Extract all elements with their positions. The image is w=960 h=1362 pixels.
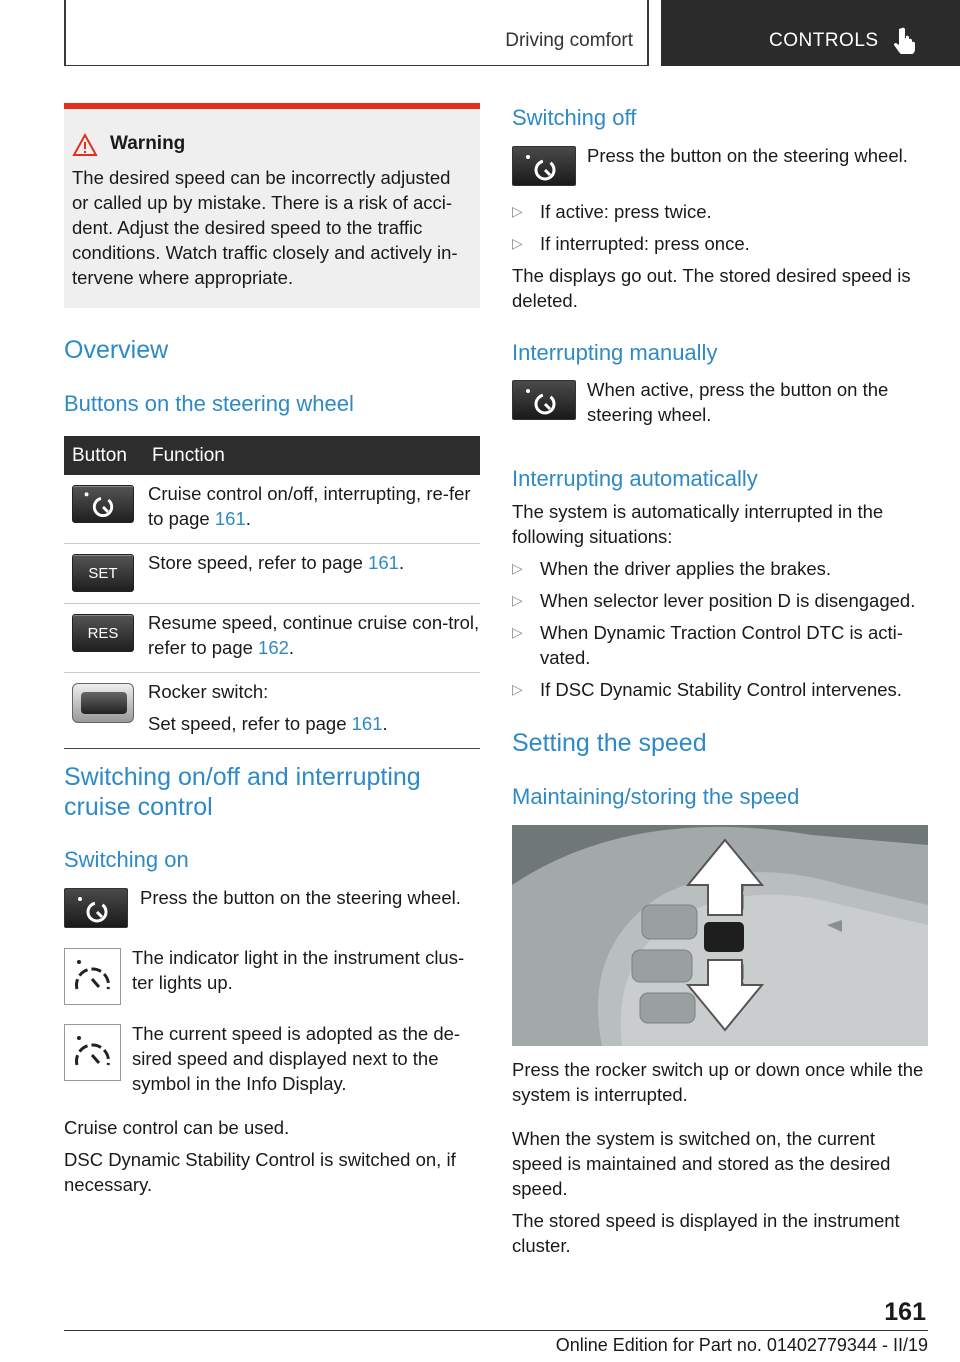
list-item: ▷ When selector lever position D is disengaged. — [512, 588, 932, 613]
page-link[interactable]: 161 — [368, 552, 399, 573]
edition-text: Online Edition for Part no. 01402779344 - II/19 — [555, 1335, 928, 1355]
stored-speed-text: The stored speed is displayed in the instrument cluster. — [512, 1210, 900, 1256]
steering-wheel-rocker-illustration — [512, 825, 928, 1046]
buttons-subheading: Buttons on the steering wheel — [64, 391, 354, 416]
list-item: ▷ If interrupted: press once. — [512, 231, 928, 256]
rocker-switch-icon — [72, 683, 134, 723]
table-row — [64, 544, 480, 604]
switching-off-list — [512, 199, 928, 263]
cruise-usable-text: Cruise control can be used. — [64, 1117, 290, 1138]
cruise-control-key-icon — [512, 146, 576, 186]
function-cell: Store speed, refer to page 161. — [140, 544, 480, 604]
current-speed-text: The current speed is adopted as the de-sired speed and displayed next to the symbol in the Info Display. — [132, 1023, 461, 1094]
list-item: ▷ When Dynamic Traction Control DTC is acti-vated. — [512, 620, 932, 670]
header-section-title: Driving comfort — [505, 30, 633, 51]
overview-heading: Overview — [64, 336, 169, 364]
maintaining-speed-heading: Maintaining/storing the speed — [512, 784, 800, 809]
interrupting-automatically-heading: Interrupting automatically — [512, 466, 758, 491]
res-key-icon: RES — [72, 614, 134, 652]
table-header-button: Button — [64, 436, 140, 475]
warning-triangle-icon — [72, 133, 98, 157]
header-chapter-title: CONTROLS — [769, 30, 879, 51]
cruise-control-key-icon — [64, 888, 128, 928]
warning-box — [64, 103, 480, 308]
table-row — [64, 673, 480, 749]
indicator-light-text: The indicator light in the instrument clus-ter lights up. — [132, 947, 465, 993]
list-item: ▷ When the driver applies the brakes. — [512, 556, 932, 581]
speed-maintained-text: When the system is switched on, the current speed is maintained and stored as the desired speed. — [512, 1128, 891, 1199]
switching-off-heading: Switching off — [512, 105, 637, 130]
buttons-table — [64, 436, 480, 749]
page-link[interactable]: 161 — [214, 508, 246, 529]
function-cell: Cruise control on/off, interrupting, re-fer to page 161. — [140, 475, 480, 544]
speedometer-indicator-icon — [64, 948, 121, 1005]
switching-on-text: Press the button on the steering wheel. — [140, 887, 461, 908]
rocker-press-text: Press the rocker switch up or down once while the system is interrupted. — [512, 1059, 924, 1105]
footer-divider — [64, 1330, 928, 1331]
function-cell: Rocker switch: Set speed, refer to page 161. — [140, 673, 480, 749]
interrupting-manually-heading: Interrupting manually — [512, 340, 718, 365]
set-key-icon: SET — [72, 554, 134, 592]
function-cell: Resume speed, continue cruise con-trol, refer to page 162. — [140, 604, 480, 673]
dsc-text: DSC Dynamic Stability Control is switched on, if necessary. — [64, 1149, 456, 1195]
header-chapter-box — [661, 0, 960, 66]
table-row — [64, 475, 480, 544]
list-item: ▷ If active: press twice. — [512, 199, 928, 224]
page-number: 161 — [884, 1298, 926, 1326]
header-section-box — [64, 0, 649, 66]
cruise-control-key-icon — [72, 485, 134, 523]
switching-heading: Switching on/off and interrupting cruise control — [64, 763, 421, 821]
pointing-hand-icon — [893, 26, 919, 54]
switching-on-heading: Switching on — [64, 847, 189, 872]
interrupting-automatically-list — [512, 556, 932, 709]
speedometer-indicator-icon — [64, 1024, 121, 1081]
list-item: ▷ If DSC Dynamic Stability Control intervenes. — [512, 677, 932, 702]
warning-title: Warning — [110, 133, 186, 154]
page-link[interactable]: 161 — [351, 713, 383, 734]
displays-out-text: The displays go out. The stored desired speed is deleted. — [512, 265, 911, 311]
cruise-control-key-icon — [512, 380, 576, 420]
setting-speed-heading: Setting the speed — [512, 729, 707, 757]
switching-off-text: Press the button on the steering wheel. — [587, 145, 908, 166]
interrupting-automatically-text: The system is automatically interrupted in the following situations: — [512, 501, 884, 547]
page-link[interactable]: 162 — [258, 637, 289, 658]
warning-text: The desired speed can be incorrectly adjusted or called up by mistake. There is a risk of acci-dent. Adjust the desired speed to the traffic conditions. Watch traffic closely and actively in-tervene where appropriate. — [72, 167, 458, 288]
table-row — [64, 604, 480, 673]
table-header-function: Function — [140, 436, 480, 475]
interrupting-manually-text: When active, press the button on the steering wheel. — [587, 379, 889, 425]
